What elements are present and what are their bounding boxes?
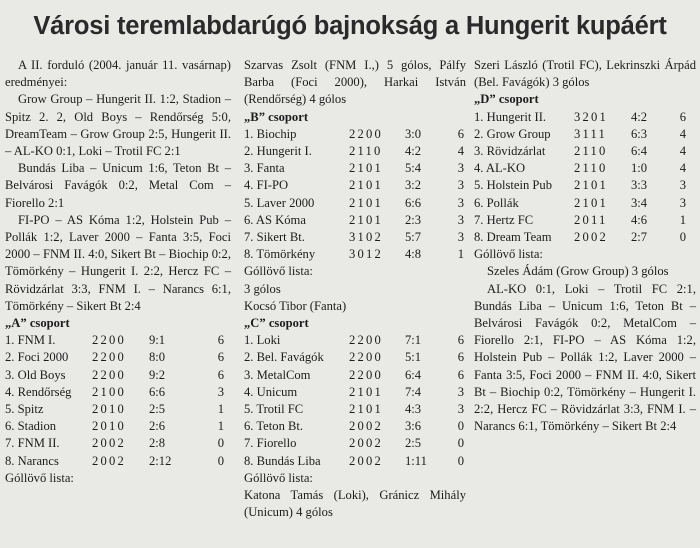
intro-paragraph: A II. forduló (2004. január 11. vasárnap) eredményei: (5, 58, 231, 90)
goal-ratio: 5:1 (405, 350, 422, 365)
team-name: 2. Bel. Favágók (244, 350, 324, 365)
points: 1 (217, 419, 224, 434)
team-name: 1. Hungerit II. (474, 109, 547, 124)
points: 4 (679, 161, 686, 176)
group-b-scorers-text-2: Kocsó Tibor (Fanta) (244, 298, 347, 313)
match-record: 2200 (92, 350, 126, 365)
goal-ratio: 9:1 (149, 333, 166, 348)
points: 3 (457, 402, 464, 417)
table-row (474, 109, 686, 126)
group-b-title: „B” csoport (244, 109, 309, 124)
goal-ratio: 6:4 (631, 144, 648, 159)
goal-ratio: 6:3 (631, 126, 648, 141)
team-name: 8. Bundás Liba (244, 453, 321, 468)
points: 6 (457, 126, 464, 141)
goal-ratio: 4:8 (405, 247, 422, 262)
points: 1 (457, 247, 464, 262)
results-paragraph-2: Bundás Liba – Unicum 1:6, Teton Bt – Belvárosi Favágók 0:2, Metal Com – Fiorello 2:1 (5, 161, 231, 210)
column-3-top-text: Szeri László (Trotil FC), Lekrinszki Árpád (Bel. Favágók) 3 gólos (474, 58, 696, 90)
match-record: 3012 (349, 247, 383, 262)
team-name: 7. FNM II. (5, 436, 60, 451)
match-record: 3111 (574, 126, 608, 141)
table-row (244, 401, 464, 418)
team-name: 5. Laver 2000 (244, 195, 315, 210)
goal-ratio: 6:6 (405, 195, 422, 210)
points: 4 (457, 144, 464, 159)
goal-ratio: 1:11 (405, 453, 427, 468)
table-row (5, 418, 224, 435)
goal-ratio: 5:7 (405, 230, 422, 245)
points: 3 (457, 178, 464, 193)
table-row (474, 229, 686, 246)
goal-ratio: 3:2 (405, 178, 422, 193)
group-c-scorers-text: Katona Tamás (Loki), Gránicz Mihály (Unicum) 4 gólos (244, 488, 466, 520)
table-row (5, 332, 224, 349)
match-record: 2100 (92, 384, 126, 399)
group-a-title: „A” csoport (5, 316, 70, 331)
goal-ratio: 2:3 (405, 212, 422, 227)
points: 3 (457, 161, 464, 176)
table-row (244, 143, 464, 160)
group-c-title: „C” csoport (244, 316, 309, 331)
goal-ratio: 4:6 (631, 212, 648, 227)
table-row (244, 367, 464, 384)
goal-ratio: 5:4 (405, 161, 422, 176)
table-row (5, 349, 224, 366)
team-name: 1. Loki (244, 333, 281, 348)
goal-ratio: 2:6 (149, 419, 166, 434)
points: 4 (679, 126, 686, 141)
table-row (244, 418, 464, 435)
points: 6 (457, 367, 464, 382)
table-row (474, 160, 686, 177)
group-a-scorers-title: Góllövő lista: (5, 470, 74, 485)
points: 3 (457, 212, 464, 227)
team-name: 6. Teton Bt. (244, 419, 304, 434)
goal-ratio: 7:4 (405, 384, 422, 399)
match-record: 2002 (349, 419, 383, 434)
goal-ratio: 2:5 (149, 402, 166, 417)
match-record: 2101 (349, 161, 383, 176)
team-name: 1. Biochip (244, 126, 297, 141)
team-name: 6. Pollák (474, 195, 519, 210)
column-2 (244, 57, 466, 521)
group-b-standings-table (244, 126, 464, 264)
team-name: 1. FNM I. (5, 333, 56, 348)
team-name: 3. Old Boys (5, 367, 66, 382)
goal-ratio: 3:4 (631, 195, 648, 210)
match-record: 2200 (92, 333, 126, 348)
match-record: 2101 (574, 195, 608, 210)
match-record: 2200 (349, 126, 383, 141)
points: 4 (679, 144, 686, 159)
table-row (244, 453, 464, 470)
points: 6 (217, 350, 224, 365)
points: 6 (217, 333, 224, 348)
table-row (244, 384, 464, 401)
points: 6 (679, 109, 686, 124)
points: 1 (679, 212, 686, 227)
points: 1 (217, 402, 224, 417)
table-row (474, 126, 686, 143)
points: 0 (217, 453, 224, 468)
goal-ratio: 6:6 (149, 384, 166, 399)
table-row (5, 453, 224, 470)
team-name: 7. Hertz FC (474, 212, 534, 227)
team-name: 2. Foci 2000 (5, 350, 69, 365)
goal-ratio: 4:3 (405, 402, 422, 417)
goal-ratio: 2:7 (631, 230, 648, 245)
table-row (244, 177, 464, 194)
team-name: 4. Unicum (244, 384, 298, 399)
table-row (244, 160, 464, 177)
points: 0 (217, 436, 224, 451)
points: 3 (457, 384, 464, 399)
team-name: 3. Fanta (244, 161, 285, 176)
goal-ratio: 3:0 (405, 126, 422, 141)
goal-ratio: 2:12 (149, 453, 172, 468)
table-row (244, 246, 464, 263)
team-name: 3. MetalCom (244, 367, 311, 382)
table-row (244, 435, 464, 452)
column-3 (474, 57, 696, 435)
team-name: 4. AL-KO (474, 161, 526, 176)
table-row (474, 212, 686, 229)
group-a-standings-table (5, 332, 224, 470)
match-record: 2110 (574, 144, 608, 159)
goal-ratio: 2:5 (405, 436, 422, 451)
goal-ratio: 7:1 (405, 333, 422, 348)
team-name: 4. FI-PO (244, 178, 289, 193)
goal-ratio: 6:4 (405, 367, 422, 382)
match-record: 2101 (349, 384, 383, 399)
table-row (5, 384, 224, 401)
points: 0 (457, 419, 464, 434)
match-record: 2002 (92, 453, 126, 468)
team-name: 2. Hungerit I. (244, 144, 312, 159)
team-name: 7. Sikert Bt. (244, 230, 305, 245)
group-c-scorers-title: Góllövő lista: (244, 470, 313, 485)
headline: Városi teremlabdarúgó bajnokság a Hungerit kupáért (33, 12, 667, 40)
group-c-standings-table (244, 332, 464, 470)
match-record: 2200 (349, 367, 383, 382)
team-name: 8. Tömörkény (244, 247, 316, 262)
points: 6 (217, 367, 224, 382)
group-a-scorers-text: Szarvas Zsolt (FNM I.,) 5 gólos, Pálfy Barba (Foci 2000), Harkai István (Rendőrség) 4 gólos (244, 58, 466, 107)
match-record: 2110 (349, 144, 383, 159)
match-record: 2101 (349, 212, 383, 227)
table-row (244, 212, 464, 229)
match-record: 2110 (574, 161, 608, 176)
match-record: 3102 (349, 230, 383, 245)
table-row (5, 367, 224, 384)
match-record: 2011 (574, 212, 608, 227)
match-record: 2002 (574, 230, 608, 245)
points: 0 (679, 230, 686, 245)
goal-ratio: 4:2 (405, 144, 422, 159)
team-name: 8. Narancs (5, 453, 59, 468)
points: 3 (457, 195, 464, 210)
team-name: 3. Rövidzárlat (474, 144, 546, 159)
points: 3 (679, 195, 686, 210)
points: 0 (457, 436, 464, 451)
team-name: 5. Trotil FC (244, 402, 304, 417)
team-name: 5. Spitz (5, 402, 44, 417)
team-name: 5. Holstein Pub (474, 178, 553, 193)
group-d-scorers-text: Szeles Ádám (Grow Group) 3 gólos (487, 264, 669, 279)
match-record: 2010 (92, 419, 126, 434)
points: 0 (457, 453, 464, 468)
goal-ratio: 4:2 (631, 109, 648, 124)
table-row (5, 401, 224, 418)
goal-ratio: 3:3 (631, 178, 648, 193)
points: 6 (457, 333, 464, 348)
group-b-scorers-text-1: 3 gólos (244, 281, 281, 296)
table-row (474, 195, 686, 212)
results-paragraph-3: FI-PO – AS Kóma 1:2, Holstein Pub – Pollák 1:2, Laver 2000 – Fanta 3:5, Foci 2000 – FNM II. 4:0, Sikert Bt – Biochip 0:2, Tömörkény – Hungerit I. 2:2, Hercz FC – Rövidzárlat 3:3, FNM I. – Narancs 6:1, Tömörkény – Sikert Bt 2:4 (5, 212, 231, 313)
goal-ratio: 2:8 (149, 436, 166, 451)
match-record: 2010 (92, 402, 126, 417)
table-row (244, 126, 464, 143)
group-d-title: „D” csoport (474, 92, 539, 107)
team-name: 4. Rendőrség (5, 384, 72, 399)
table-row (244, 195, 464, 212)
group-d-scorers-title: Góllövő lista: (474, 247, 543, 262)
match-record: 2002 (349, 453, 383, 468)
table-row (5, 435, 224, 452)
match-record: 2101 (349, 402, 383, 417)
group-d-standings-table (474, 109, 686, 247)
closing-paragraph: AL-KO 0:1, Loki – Trotil FC 2:1, Bundás Liba – Unicum 1:6, Teton Bt – Belvárosi Favágók 0:2, MetalCom – Fiorello 2:1, FI-PO – AS Kóma 1:2, Holstein Pub – Pollák 1:2, Laver 2000 – Fanta 3:5, Foci 2000 – FNM II. 4:0, Sikert Bt – Biochip 0:2, Tömörkény – Hungerit I. 2:2, Hercz FC – Rövidzárlat 3:3, FNM I. – Narancs 6:1, Tömörkény – Sikert Bt 2:4 (474, 281, 696, 434)
table-row (244, 349, 464, 366)
team-name: 8. Dream Team (474, 230, 552, 245)
table-row (244, 229, 464, 246)
team-name: 6. Stadion (5, 419, 57, 434)
goal-ratio: 1:0 (631, 161, 648, 176)
goal-ratio: 9:2 (149, 367, 166, 382)
table-row (474, 177, 686, 194)
team-name: 2. Grow Group (474, 126, 551, 141)
match-record: 3201 (574, 109, 608, 124)
column-1 (5, 57, 231, 487)
goal-ratio: 3:6 (405, 419, 422, 434)
match-record: 2101 (349, 178, 383, 193)
match-record: 2200 (92, 367, 126, 382)
team-name: 6. AS Kóma (244, 212, 306, 227)
points: 6 (457, 350, 464, 365)
group-b-scorers-title: Góllövő lista: (244, 264, 313, 279)
points: 3 (457, 230, 464, 245)
match-record: 2002 (349, 436, 383, 451)
team-name: 7. Fiorello (244, 436, 297, 451)
match-record: 2002 (92, 436, 126, 451)
table-row (474, 143, 686, 160)
points: 3 (217, 384, 224, 399)
match-record: 2200 (349, 333, 383, 348)
results-paragraph-1: Grow Group – Hungerit II. 1:2, Stadion – Spitz 2. 2, Old Boys – Rendőrség 5:0, DreamTeam – Grow Group 2:5, Hungerit II. – AL-KO 0:1, Loki – Trotil FC 2:1 (5, 92, 231, 159)
table-row (244, 332, 464, 349)
match-record: 2200 (349, 350, 383, 365)
points: 3 (679, 178, 686, 193)
match-record: 2101 (574, 178, 608, 193)
goal-ratio: 8:0 (149, 350, 166, 365)
match-record: 2101 (349, 195, 383, 210)
